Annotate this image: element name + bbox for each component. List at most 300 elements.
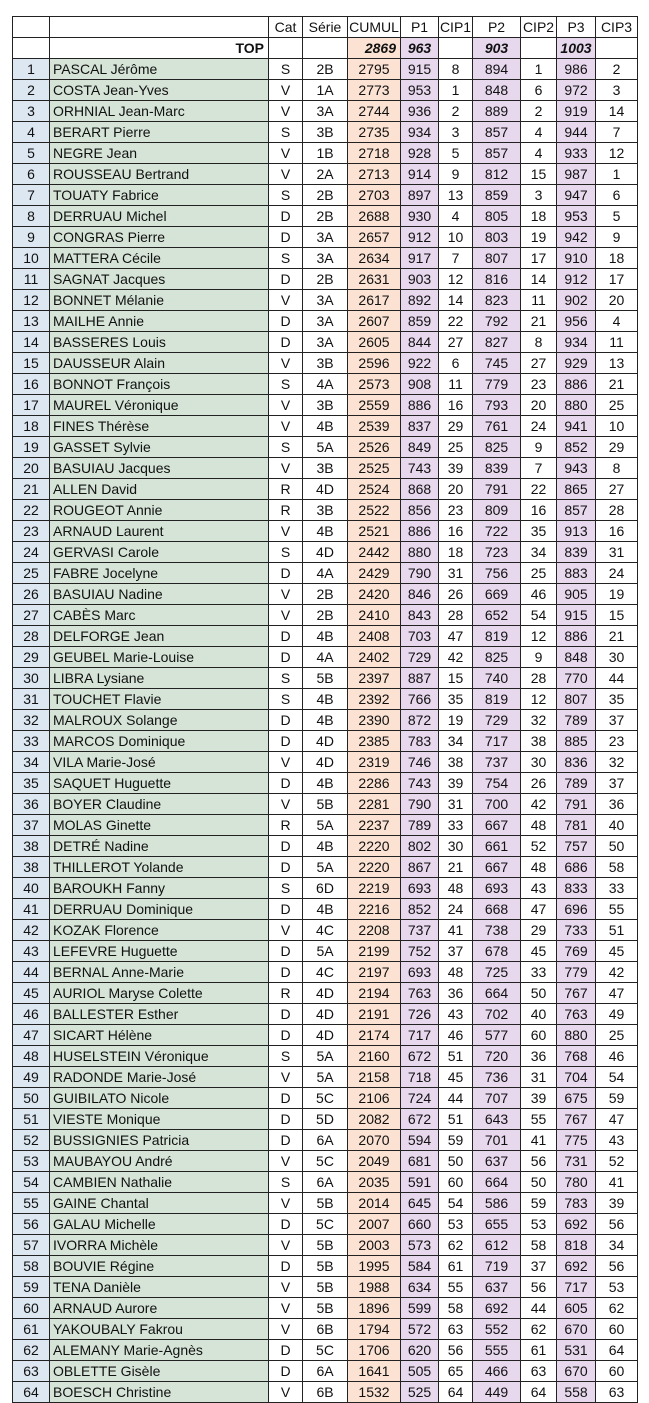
serie-cell: 5C: [303, 1340, 348, 1361]
cip3-cell: 25: [596, 395, 638, 416]
cumul-cell: 2539: [348, 416, 401, 437]
p3-cell: 780: [557, 1172, 596, 1193]
cip3-cell: 10: [596, 416, 638, 437]
p2-cell: 738: [473, 920, 521, 941]
player-name-cell: ALLEN David: [50, 479, 269, 500]
p2-cell: 859: [473, 185, 521, 206]
serie-cell: 5B: [303, 668, 348, 689]
cip3-cell: 43: [596, 1130, 638, 1151]
p2-cell: 819: [473, 689, 521, 710]
cip2-cell: 37: [521, 1256, 557, 1277]
p1-cell: 846: [401, 584, 439, 605]
rank-cell: 5: [13, 143, 50, 164]
top-cip3-cell: [596, 38, 638, 59]
cip1-cell: 34: [439, 731, 473, 752]
cip3-cell: 1: [596, 164, 638, 185]
cip1-cell: 54: [439, 1193, 473, 1214]
cumul-cell: 2160: [348, 1046, 401, 1067]
table-row: [13, 1256, 638, 1277]
table-row: [13, 584, 638, 605]
cip2-cell: 48: [521, 857, 557, 878]
top-rank-cell: [13, 38, 50, 59]
cip3-cell: 46: [596, 1046, 638, 1067]
serie-cell: 2B: [303, 584, 348, 605]
rank-cell: 38: [13, 836, 50, 857]
cip1-cell: 29: [439, 416, 473, 437]
serie-cell: 4D: [303, 752, 348, 773]
cip3-cell: 8: [596, 458, 638, 479]
p2-cell: 466: [473, 1361, 521, 1382]
table-row: [13, 920, 638, 941]
rank-cell: 1: [13, 59, 50, 80]
cip2-cell: 41: [521, 1130, 557, 1151]
cumul-cell: 2605: [348, 332, 401, 353]
serie-cell: 3A: [303, 101, 348, 122]
table-row: [13, 479, 638, 500]
p2-cell: 707: [473, 1088, 521, 1109]
cumul-cell: 1988: [348, 1277, 401, 1298]
cip1-cell: 10: [439, 227, 473, 248]
player-name-cell: MAUREL Véronique: [50, 395, 269, 416]
rank-cell: 22: [13, 500, 50, 521]
p2-cell: 816: [473, 269, 521, 290]
rank-cell: 50: [13, 1088, 50, 1109]
p3-cell: 818: [557, 1235, 596, 1256]
table-row: [13, 311, 638, 332]
cumul-cell: 2106: [348, 1088, 401, 1109]
table-row: [13, 1382, 638, 1403]
top-p3: 1003: [557, 38, 596, 59]
cip1-cell: 59: [439, 1130, 473, 1151]
rank-cell: 58: [13, 1256, 50, 1277]
cip1-cell: 46: [439, 1025, 473, 1046]
top-cumul: 2869: [348, 38, 401, 59]
header-p2: P2: [473, 17, 521, 38]
cip3-cell: 47: [596, 983, 638, 1004]
cip3-cell: 19: [596, 584, 638, 605]
cip3-cell: 45: [596, 941, 638, 962]
cumul-cell: 2688: [348, 206, 401, 227]
cip1-cell: 4: [439, 206, 473, 227]
player-name-cell: NEGRE Jean: [50, 143, 269, 164]
p1-cell: 717: [401, 1025, 439, 1046]
serie-cell: 4A: [303, 374, 348, 395]
cat-cell: S: [269, 185, 303, 206]
header-cip2: CIP2: [521, 17, 557, 38]
cumul-cell: 2286: [348, 773, 401, 794]
table-row: [13, 983, 638, 1004]
player-name-cell: ARNAUD Laurent: [50, 521, 269, 542]
p1-cell: 886: [401, 395, 439, 416]
cip1-cell: 8: [439, 59, 473, 80]
cip2-cell: 42: [521, 794, 557, 815]
player-name-cell: MAUBAYOU André: [50, 1151, 269, 1172]
p3-cell: 605: [557, 1298, 596, 1319]
p2-cell: 779: [473, 374, 521, 395]
player-name-cell: BONNOT François: [50, 374, 269, 395]
table-row: [13, 332, 638, 353]
cat-cell: V: [269, 1382, 303, 1403]
p3-cell: 670: [557, 1319, 596, 1340]
cip3-cell: 41: [596, 1172, 638, 1193]
cip1-cell: 16: [439, 395, 473, 416]
p3-cell: 857: [557, 500, 596, 521]
table-row: [13, 689, 638, 710]
header-cat: Cat: [269, 17, 303, 38]
cip1-cell: 37: [439, 941, 473, 962]
cip1-cell: 60: [439, 1172, 473, 1193]
cumul-cell: 2070: [348, 1130, 401, 1151]
p2-cell: 612: [473, 1235, 521, 1256]
cip2-cell: 15: [521, 164, 557, 185]
p2-cell: 722: [473, 521, 521, 542]
p3-cell: 781: [557, 815, 596, 836]
cumul-cell: 1706: [348, 1340, 401, 1361]
cip2-cell: 21: [521, 311, 557, 332]
player-name-cell: DETRÉ Nadine: [50, 836, 269, 857]
p2-cell: 637: [473, 1277, 521, 1298]
p3-cell: 956: [557, 311, 596, 332]
cat-cell: D: [269, 206, 303, 227]
cat-cell: S: [269, 248, 303, 269]
p1-cell: 724: [401, 1088, 439, 1109]
cumul-cell: 2082: [348, 1109, 401, 1130]
player-name-cell: THILLEROT Yolande: [50, 857, 269, 878]
table-row: [13, 1235, 638, 1256]
cumul-cell: 2219: [348, 878, 401, 899]
table-row: [13, 1046, 638, 1067]
rank-cell: 12: [13, 290, 50, 311]
p2-cell: 761: [473, 416, 521, 437]
p1-cell: 681: [401, 1151, 439, 1172]
p2-cell: 791: [473, 479, 521, 500]
cat-cell: V: [269, 101, 303, 122]
table-row: [13, 143, 638, 164]
cip2-cell: 55: [521, 1109, 557, 1130]
player-name-cell: ARNAUD Aurore: [50, 1298, 269, 1319]
cip1-cell: 39: [439, 773, 473, 794]
cip1-cell: 65: [439, 1361, 473, 1382]
table-row: [13, 122, 638, 143]
serie-cell: 3B: [303, 500, 348, 521]
rank-cell: 31: [13, 689, 50, 710]
p2-cell: 720: [473, 1046, 521, 1067]
p3-cell: 717: [557, 1277, 596, 1298]
cip2-cell: 12: [521, 626, 557, 647]
serie-cell: 4C: [303, 962, 348, 983]
p3-cell: 763: [557, 1004, 596, 1025]
table-row: [13, 1088, 638, 1109]
rank-cell: 11: [13, 269, 50, 290]
cip2-cell: 4: [521, 143, 557, 164]
p1-cell: 872: [401, 710, 439, 731]
player-name-cell: ROUSSEAU Bertrand: [50, 164, 269, 185]
p3-cell: 848: [557, 647, 596, 668]
serie-cell: 3B: [303, 395, 348, 416]
cip3-cell: 59: [596, 1088, 638, 1109]
rank-cell: 48: [13, 1046, 50, 1067]
serie-cell: 2B: [303, 605, 348, 626]
cip2-cell: 56: [521, 1151, 557, 1172]
table-row: [13, 1298, 638, 1319]
p2-cell: 825: [473, 647, 521, 668]
player-name-cell: ORHNIAL Jean-Marc: [50, 101, 269, 122]
player-name-cell: KOZAK Florence: [50, 920, 269, 941]
table-row: [13, 836, 638, 857]
header-p3: P3: [557, 17, 596, 38]
cip1-cell: 9: [439, 164, 473, 185]
cumul-cell: 2442: [348, 542, 401, 563]
player-name-cell: RADONDE Marie-José: [50, 1067, 269, 1088]
p3-cell: 531: [557, 1340, 596, 1361]
p1-cell: 672: [401, 1046, 439, 1067]
cip2-cell: 19: [521, 227, 557, 248]
cat-cell: D: [269, 269, 303, 290]
cip1-cell: 3: [439, 122, 473, 143]
cip1-cell: 13: [439, 185, 473, 206]
cip1-cell: 12: [439, 269, 473, 290]
serie-cell: 6B: [303, 1382, 348, 1403]
cip2-cell: 40: [521, 1004, 557, 1025]
cat-cell: V: [269, 143, 303, 164]
cat-cell: V: [269, 1235, 303, 1256]
p2-cell: 692: [473, 1298, 521, 1319]
table-row: [13, 899, 638, 920]
top-row: [13, 38, 638, 59]
cat-cell: V: [269, 1319, 303, 1340]
cip3-cell: 6: [596, 185, 638, 206]
cat-cell: S: [269, 542, 303, 563]
cat-cell: D: [269, 836, 303, 857]
cip3-cell: 50: [596, 836, 638, 857]
rank-cell: 28: [13, 626, 50, 647]
cip1-cell: 26: [439, 584, 473, 605]
cip2-cell: 59: [521, 1193, 557, 1214]
player-name-cell: DELFORGE Jean: [50, 626, 269, 647]
cip2-cell: 24: [521, 416, 557, 437]
cumul-cell: 2220: [348, 857, 401, 878]
p1-cell: 783: [401, 731, 439, 752]
table-row: [13, 458, 638, 479]
cip2-cell: 33: [521, 962, 557, 983]
cumul-cell: 1794: [348, 1319, 401, 1340]
rank-cell: 15: [13, 353, 50, 374]
cip1-cell: 63: [439, 1319, 473, 1340]
p2-cell: 805: [473, 206, 521, 227]
p1-cell: 743: [401, 773, 439, 794]
cat-cell: D: [269, 1130, 303, 1151]
serie-cell: 4B: [303, 836, 348, 857]
rank-cell: 6: [13, 164, 50, 185]
cip3-cell: 62: [596, 1298, 638, 1319]
cat-cell: D: [269, 1256, 303, 1277]
p2-cell: 555: [473, 1340, 521, 1361]
serie-cell: 1B: [303, 143, 348, 164]
p3-cell: 779: [557, 962, 596, 983]
top-serie-cell: [303, 38, 348, 59]
cat-cell: S: [269, 1046, 303, 1067]
cip3-cell: 21: [596, 374, 638, 395]
cip1-cell: 36: [439, 983, 473, 1004]
top-label: TOP: [50, 38, 269, 59]
p1-cell: 912: [401, 227, 439, 248]
cumul-cell: 2014: [348, 1193, 401, 1214]
p1-cell: 763: [401, 983, 439, 1004]
cip3-cell: 2: [596, 59, 638, 80]
rank-cell: 55: [13, 1193, 50, 1214]
p1-cell: 584: [401, 1256, 439, 1277]
cumul-cell: 2174: [348, 1025, 401, 1046]
cumul-cell: 2735: [348, 122, 401, 143]
header-name-cell: [50, 17, 269, 38]
header-cip1: CIP1: [439, 17, 473, 38]
p2-cell: 669: [473, 584, 521, 605]
table-row: [13, 1340, 638, 1361]
player-name-cell: BOESCH Christine: [50, 1382, 269, 1403]
p3-cell: 839: [557, 542, 596, 563]
cip2-cell: 36: [521, 1046, 557, 1067]
cip3-cell: 14: [596, 101, 638, 122]
p3-cell: 905: [557, 584, 596, 605]
player-name-cell: GEUBEL Marie-Louise: [50, 647, 269, 668]
serie-cell: 3A: [303, 332, 348, 353]
cip1-cell: 15: [439, 668, 473, 689]
cat-cell: D: [269, 626, 303, 647]
serie-cell: 4D: [303, 731, 348, 752]
cip2-cell: 28: [521, 668, 557, 689]
cip3-cell: 35: [596, 689, 638, 710]
p2-cell: 793: [473, 395, 521, 416]
cip2-cell: 58: [521, 1235, 557, 1256]
cumul-cell: 2281: [348, 794, 401, 815]
p3-cell: 769: [557, 941, 596, 962]
player-name-cell: BAROUKH Fanny: [50, 878, 269, 899]
table-row: [13, 1067, 638, 1088]
player-name-cell: GALAU Michelle: [50, 1214, 269, 1235]
cip2-cell: 46: [521, 584, 557, 605]
p1-cell: 737: [401, 920, 439, 941]
serie-cell: 5C: [303, 1214, 348, 1235]
p1-cell: 505: [401, 1361, 439, 1382]
cip2-cell: 50: [521, 1172, 557, 1193]
cumul-cell: 1641: [348, 1361, 401, 1382]
p2-cell: 857: [473, 122, 521, 143]
cip3-cell: 5: [596, 206, 638, 227]
table-row: [13, 773, 638, 794]
rank-cell: 62: [13, 1340, 50, 1361]
cip3-cell: 15: [596, 605, 638, 626]
player-name-cell: BALLESTER Esther: [50, 1004, 269, 1025]
cat-cell: V: [269, 1067, 303, 1088]
cip1-cell: 23: [439, 500, 473, 521]
player-name-cell: SAGNAT Jacques: [50, 269, 269, 290]
cip2-cell: 45: [521, 941, 557, 962]
cumul-cell: 2521: [348, 521, 401, 542]
cip3-cell: 47: [596, 1109, 638, 1130]
cat-cell: D: [269, 773, 303, 794]
serie-cell: 2B: [303, 206, 348, 227]
cip2-cell: 3: [521, 185, 557, 206]
p3-cell: 783: [557, 1193, 596, 1214]
p2-cell: 678: [473, 941, 521, 962]
rank-cell: 16: [13, 374, 50, 395]
cip2-cell: 43: [521, 878, 557, 899]
cumul-cell: 2773: [348, 80, 401, 101]
p2-cell: 745: [473, 353, 521, 374]
cip2-cell: 64: [521, 1382, 557, 1403]
player-name-cell: HUSELSTEIN Véronique: [50, 1046, 269, 1067]
cat-cell: V: [269, 605, 303, 626]
p3-cell: 731: [557, 1151, 596, 1172]
cat-cell: D: [269, 1088, 303, 1109]
p2-cell: 577: [473, 1025, 521, 1046]
p1-cell: 892: [401, 290, 439, 311]
table-row: [13, 1361, 638, 1382]
cip3-cell: 4: [596, 311, 638, 332]
cip2-cell: 38: [521, 731, 557, 752]
rank-cell: 3: [13, 101, 50, 122]
cumul-cell: 2607: [348, 311, 401, 332]
serie-cell: 4D: [303, 983, 348, 1004]
cip2-cell: 14: [521, 269, 557, 290]
cip1-cell: 7: [439, 248, 473, 269]
serie-cell: 6B: [303, 1319, 348, 1340]
cip3-cell: 44: [596, 668, 638, 689]
cumul-cell: 2390: [348, 710, 401, 731]
header-cumul: CUMUL: [348, 17, 401, 38]
cip3-cell: 23: [596, 731, 638, 752]
cip2-cell: 54: [521, 605, 557, 626]
rank-cell: 4: [13, 122, 50, 143]
rank-cell: 52: [13, 1130, 50, 1151]
p1-cell: 849: [401, 437, 439, 458]
cip1-cell: 22: [439, 311, 473, 332]
header-row: [13, 17, 638, 38]
serie-cell: 1A: [303, 80, 348, 101]
p1-cell: 591: [401, 1172, 439, 1193]
p1-cell: 859: [401, 311, 439, 332]
cumul-cell: 2420: [348, 584, 401, 605]
p1-cell: 693: [401, 878, 439, 899]
p1-cell: 837: [401, 416, 439, 437]
p1-cell: 868: [401, 479, 439, 500]
serie-cell: 6A: [303, 1130, 348, 1151]
p3-cell: 919: [557, 101, 596, 122]
cip3-cell: 9: [596, 227, 638, 248]
cip1-cell: 48: [439, 962, 473, 983]
cip3-cell: 32: [596, 752, 638, 773]
serie-cell: 4D: [303, 1004, 348, 1025]
p3-cell: 987: [557, 164, 596, 185]
p2-cell: 889: [473, 101, 521, 122]
p2-cell: 717: [473, 731, 521, 752]
cip1-cell: 42: [439, 647, 473, 668]
p1-cell: 880: [401, 542, 439, 563]
rank-cell: 7: [13, 185, 50, 206]
rank-cell: 47: [13, 1025, 50, 1046]
player-name-cell: TOUCHET Flavie: [50, 689, 269, 710]
cip2-cell: 4: [521, 122, 557, 143]
cip3-cell: 37: [596, 710, 638, 731]
p1-cell: 599: [401, 1298, 439, 1319]
cip1-cell: 20: [439, 479, 473, 500]
serie-cell: 5A: [303, 857, 348, 878]
cat-cell: S: [269, 374, 303, 395]
cip3-cell: 56: [596, 1256, 638, 1277]
p2-cell: 736: [473, 1067, 521, 1088]
p3-cell: 942: [557, 227, 596, 248]
cumul-cell: 2524: [348, 479, 401, 500]
